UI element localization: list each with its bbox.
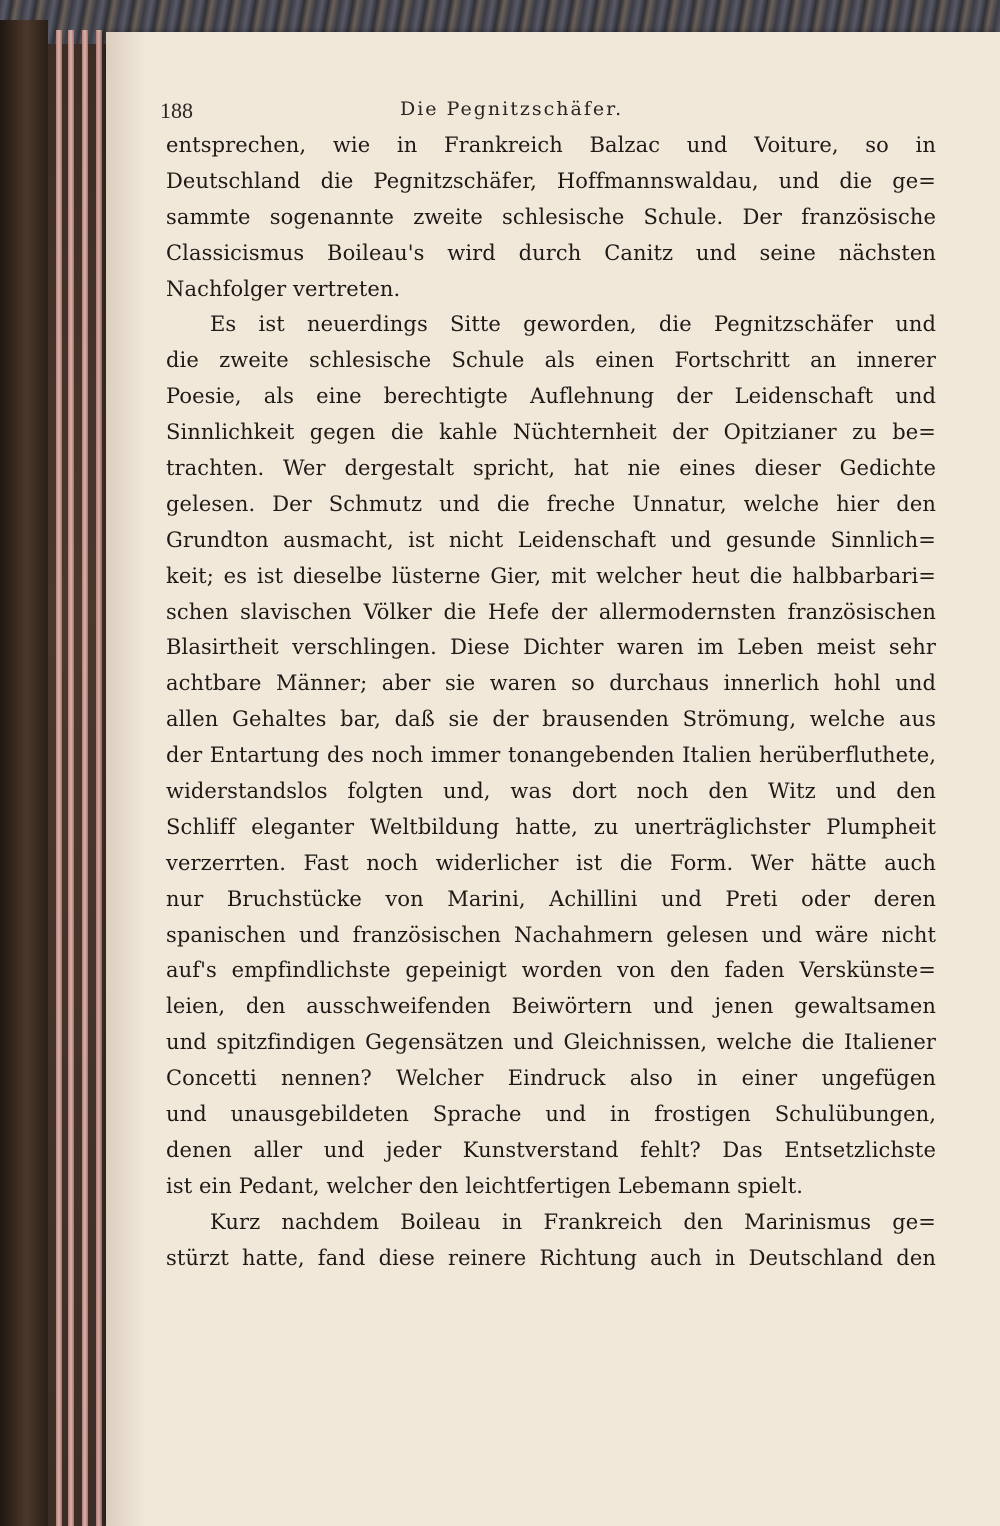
text-line: verzerrten. Fast noch widerlicher ist die Form. Wer hätte auch [166,850,936,875]
text-line: gelesen. Der Schmutz und die freche Unnatur, welche hier den [166,491,936,516]
text-line: nur Bruchstücke von Marini, Achillini und Preti oder deren [166,886,936,911]
text-line: Classicismus Boileau's wird durch Canitz und seine nächsten [166,240,936,265]
text-line: Grundton ausmacht, ist nicht Leidenschaft und gesunde Sinnlich= [166,527,936,552]
running-title: Die Pegnitzschäfer. [400,98,624,120]
text-line: Poesie, als eine berechtigte Auflehnung der Leidenschaft und [166,384,936,409]
page-edge [96,30,102,1526]
book-spine-edge [0,20,48,1526]
text-line: und spitzfindigen Gegensätzen und Gleichnissen, welche die Italiener [166,1030,936,1055]
text-line: sammte sogenannte zweite schlesische Schule. Der französische [166,204,936,229]
text-line: Blasirtheit verschlingen. Diese Dichter waren im Leben meist sehr [166,635,936,660]
text-line: Es ist neuerdings Sitte geworden, die Pegnitzschäfer und [210,312,936,337]
text-line: Sinnlichkeit gegen die kahle Nüchternheit der Opitzianer zu be= [166,420,936,445]
page-header [160,92,890,128]
text-line: die zweite schlesische Schule als einen Fortschritt an innerer [166,348,936,373]
text-line: auf's empfindlichste gepeinigt worden von den faden Verskünste= [166,958,936,983]
text-line: trachten. Wer dergestalt spricht, hat nie eines dieser Gedichte [166,456,936,481]
text-line: widerstandslos folgten und, was dort noch den Witz und den [166,779,936,804]
page-edge [56,30,62,1526]
text-line: entsprechen, wie in Frankreich Balzac und Voiture, so in [166,133,936,157]
text-line: Deutschland die Pegnitzschäfer, Hoffmannswaldau, und die ge= [166,168,936,193]
text-line: Concetti nennen? Welcher Eindruck also in einer ungefügen [166,1066,936,1091]
text-line: leien, den ausschweifenden Beiwörtern und jenen gewaltsamen [166,994,936,1019]
text-line: ist ein Pedant, welcher den leichtfertigen Lebemann spielt. [166,1173,804,1198]
text-line: stürzt hatte, fand diese reinere Richtung auch in Deutschland den [166,1245,936,1270]
text-line: Nachfolger vertreten. [166,276,401,301]
page-number: 188 [160,98,193,123]
text-line: Kurz nachdem Boileau in Frankreich den Marinismus ge= [210,1209,936,1234]
text-line: keit; es ist dieselbe lüsterne Gier, mit welcher heut die halbbarbari= [166,563,936,588]
text-line: spanischen und französischen Nachahmern gelesen und wäre nicht [166,922,936,947]
text-line: Schliff eleganter Weltbildung hatte, zu unerträglichster Plumpheit [166,814,936,839]
body-text [166,128,936,1277]
text-line: schen slavischen Völker die Hefe der allermodernsten französischen [166,599,936,624]
text-line: allen Gehaltes bar, daß sie der brausenden Strömung, welche aus [166,707,936,732]
page-edge [82,30,88,1526]
text-line: der Entartung des noch immer tonangebenden Italien herüberfluthete, [166,743,936,768]
text-line: und unausgebildeten Sprache und in frostigen Schulübungen, [166,1102,936,1127]
page-edge [68,30,74,1526]
text-line: achtbare Männer; aber sie waren so durchaus innerlich hohl und [166,671,936,696]
text-line: denen aller und jeder Kunstverstand fehlt? Das Entsetzlichste [166,1137,936,1162]
